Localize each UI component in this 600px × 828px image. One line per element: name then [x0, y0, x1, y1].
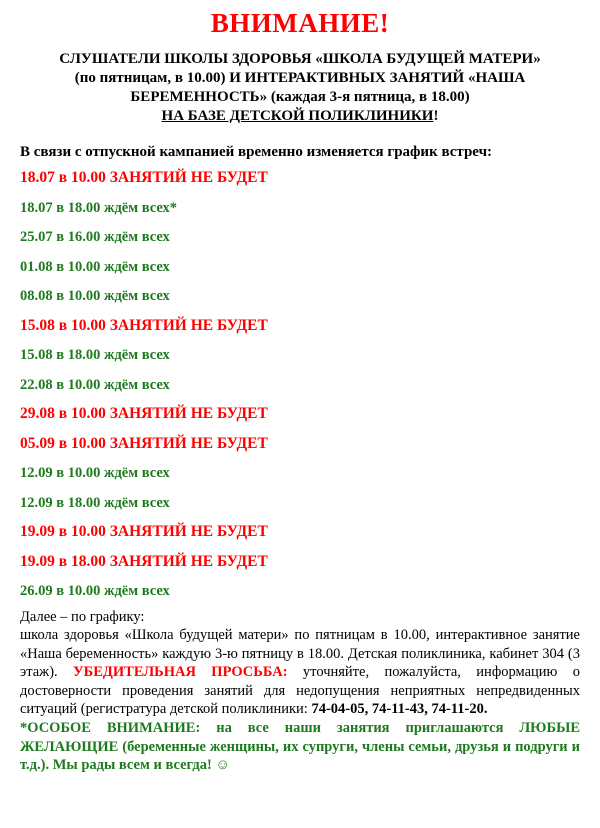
schedule-item: 29.08 в 10.00 ЗАНЯТИЙ НЕ БУДЕТ	[20, 405, 268, 422]
schedule-item: 15.08 в 10.00 ЗАНЯТИЙ НЕ БУДЕТ	[20, 316, 268, 334]
schedule-item: 05.09 в 10.00 ЗАНЯТИЙ НЕ БУДЕТ	[20, 434, 268, 452]
notice-footer	[20, 608, 580, 775]
schedule-item: 19.09 в 18.00 ЗАНЯТИЙ НЕ БУДЕТ	[20, 552, 268, 570]
footer-lead: Далее – по графику:	[20, 608, 145, 625]
header-location: НА БАЗЕ ДЕТСКОЙ ПОЛИКЛИНИКИ	[161, 108, 434, 124]
phone-numbers: 74-04-05, 74-11-43, 74-11-20.	[311, 701, 488, 718]
schedule-item: 12.09 в 18.00 ждём всех	[20, 494, 170, 511]
header-line: БЕРЕМЕННОСТЬ» (каждая 3-я пятница, в 18.00)	[130, 89, 470, 105]
schedule-item: 26.09 в 10.00 ждём всех	[20, 583, 170, 599]
schedule-item: 08.08 в 10.00 ждём всех	[20, 288, 170, 304]
schedule-item: 22.08 в 10.00 ждём всех	[20, 376, 170, 393]
special-note: *ОСОБОЕ ВНИМАНИЕ: на все наши занятия приглашаются ЛЮБЫЕ ЖЕЛАЮЩИЕ (беременные женщины, их супруги, члены семьи, друзья и подруги и т.д.). Мы рады всем и всегда! ☺	[20, 720, 580, 774]
regular-schedule-text: школа здоровья «Школа будущей матери» по пятницам в 10.00, интерактивное занятие «Наша беременность» каждую 3-ю пятницу в 18.00. Детская поликлиника, кабинет 304 (3 этаж).	[20, 627, 580, 681]
header-line	[20, 107, 580, 126]
schedule-item: 19.09 в 10.00 ЗАНЯТИЙ НЕ БУДЕТ	[20, 523, 268, 540]
request-label: УБЕДИТЕЛЬНАЯ ПРОСЬБА:	[73, 664, 288, 681]
request-text: уточняйте, пожалуйста, информацию о достоверности проведения занятий для недопущения неприятных непредвиденных ситуаций (регистратура детской поликлиники:	[20, 664, 580, 718]
footer-body	[20, 626, 580, 719]
header-exclamation: !	[433, 108, 439, 124]
schedule-list	[20, 167, 580, 610]
schedule-item: 12.09 в 10.00 ждём всех	[20, 465, 170, 481]
schedule-item: 15.08 в 18.00 ждём всех	[20, 347, 170, 363]
schedule-item: 18.07 в 10.00 ЗАНЯТИЙ НЕ БУДЕТ	[20, 169, 268, 186]
schedule-item: 25.07 в 16.00 ждём всех	[20, 229, 170, 245]
header-line: (по пятницам, в 10.00) И ИНТЕРАКТИВНЫХ ЗАНЯТИЙ «НАША	[74, 70, 526, 86]
notice-header	[20, 50, 580, 126]
schedule-item: 01.08 в 10.00 ждём всех	[20, 258, 170, 275]
notice-title: ВНИМАНИЕ!	[210, 8, 390, 38]
schedule-intro: В связи с отпускной кампанией временно изменяется график встреч:	[20, 144, 493, 160]
schedule-item: 18.07 в 18.00 ждём всех*	[20, 199, 178, 216]
header-line: СЛУШАТЕЛИ ШКОЛЫ ЗДОРОВЬЯ «ШКОЛА БУДУЩЕЙ МАТЕРИ»	[59, 51, 541, 67]
